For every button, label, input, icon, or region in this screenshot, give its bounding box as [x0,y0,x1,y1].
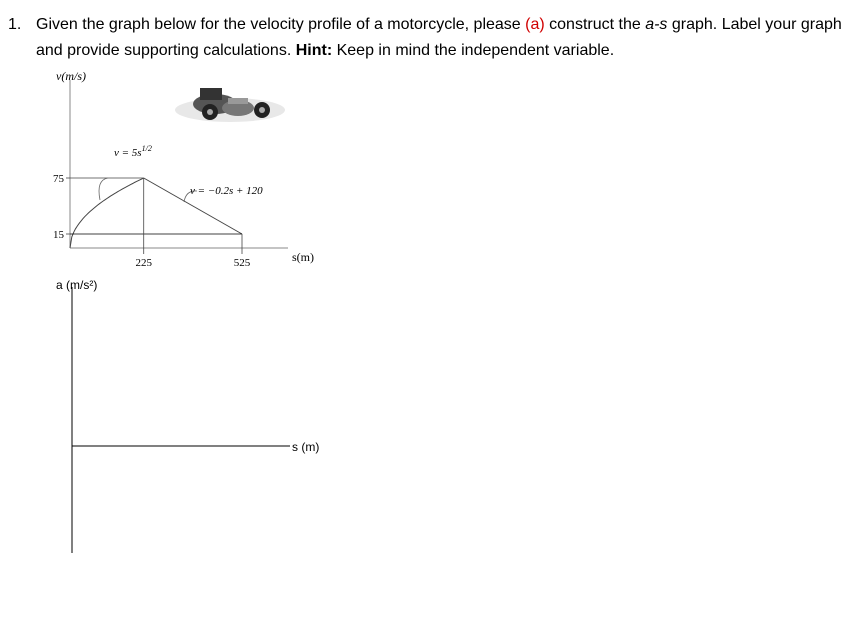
part-label: (a) [525,16,545,33]
hint-text: Keep in mind the independent variable. [332,42,615,59]
question-part2: construct the [544,16,646,33]
a-axis-label: a (m/s²) [56,278,98,292]
v-axis-label: v(m/s) [56,69,86,83]
question-text [8,12,848,64]
y-tick-label: 75 [53,173,64,185]
motorcycle-icon [175,88,285,122]
acceleration-graph [0,270,400,560]
hint-label: Hint: [295,42,333,59]
graph-name: a-s [645,16,668,33]
velocity-graph [0,60,400,290]
s-axis-label: s(m) [292,250,314,264]
y-tick-label: 15 [53,229,64,241]
curve2-label: v = −0.2s + 120 [190,185,263,197]
x-tick-label: 225 [135,257,152,269]
question-number: 1. [8,16,22,33]
question-part1: Given the graph below for the velocity profile of a motorcycle, please [36,16,526,33]
question-part3: graph. Label your graph and provide supporting calculations. [36,16,842,59]
curve-sqrt [70,178,144,248]
curve1-label: $v = 5s^{1/2}$ [114,144,152,159]
s-axis-label-a: s (m) [292,440,320,454]
x-tick-label: 525 [233,257,251,269]
